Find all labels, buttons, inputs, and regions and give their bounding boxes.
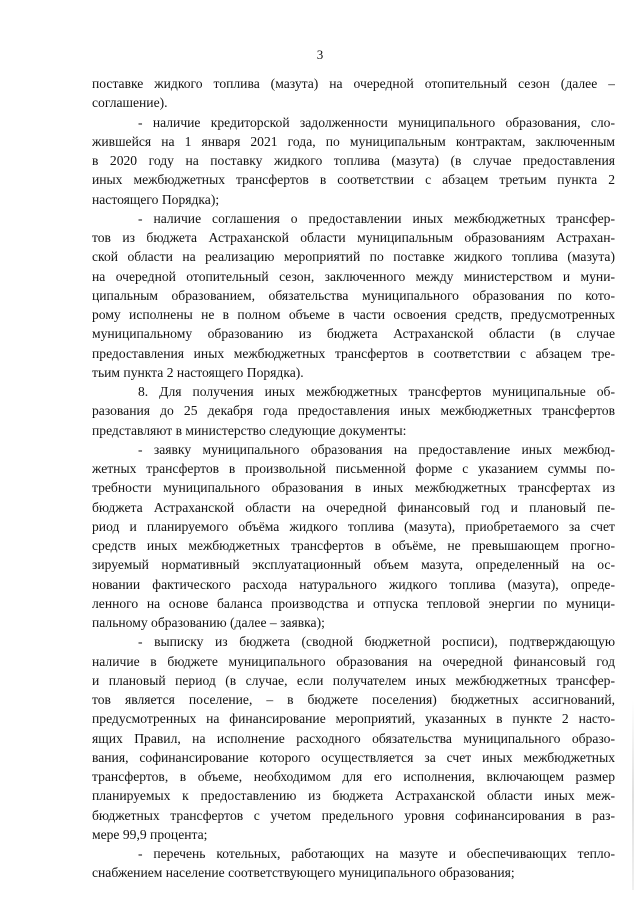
text-line: снабжением население соответствующего муниципального образования;: [92, 865, 515, 881]
text-line: мере 99,9 процента;: [92, 826, 208, 842]
text-line: тов из бюджета Астраханской области муниципальным образованиям Астрахан-: [92, 230, 615, 245]
text-line: тьим пункта 2 настоящего Порядка).: [92, 364, 304, 380]
text-line: новании фактического расхода натурального жидкого топлива (мазута), опреде-: [92, 576, 615, 592]
text-line: планируемых к предоставлению из бюджета Астраханской области иных меж-: [92, 788, 615, 804]
text-line: - наличие кредиторской задолженности муниципального образования, сло-: [138, 114, 615, 130]
text-line: - перечень котельных, работающих на мазуте и обеспечивающих тепло-: [138, 846, 615, 861]
text-line: жетных трансфертов в произвольной письменной форме с указанием суммы по-: [92, 461, 615, 476]
text-line: предоставления иных межбюджетных трансфертов в соответствии с абзацем тре-: [92, 345, 615, 361]
text-line: иных межбюджетных трансфертов в соответствии с абзацем третьим пункта 2: [92, 172, 615, 188]
text-line: жившейся на 1 января 2021 года, по муниципальным контрактам, заключенным: [92, 133, 615, 149]
text-line: риод и планируемого объёма жидкого топлива (мазута), приобретаемого за счет: [92, 518, 615, 534]
scan-edge-shadow: [632, 700, 634, 890]
text-line: муниципальному образованию из бюджета Астраханской области (в случае: [92, 326, 615, 342]
text-line: вания, софинансирование которого осуществляется за счет иных межбюджетных: [92, 749, 615, 765]
body-text: [92, 74, 615, 883]
text-line: бюджета Астраханской области на очередной финансовый год и плановый пе-: [92, 499, 615, 515]
text-line: трансфертов, в объеме, необходимом для его исполнения, включающем размер: [92, 769, 615, 784]
text-line: 8. Для получения иных межбюджетных трансфертов муниципальные об-: [138, 384, 615, 399]
text-line: тов является поселение, – в бюджете поселения) бюджетных ассигнований,: [92, 692, 615, 707]
text-line: разования до 25 декабря года предоставления иных межбюджетных трансфертов: [92, 403, 615, 419]
page-number: 3: [316, 47, 324, 62]
text-line: ципальным образованием, обязательства муниципального образования по кото-: [92, 287, 615, 303]
text-line: требности муниципального образования в иных межбюджетных трансфертах из: [92, 480, 615, 496]
text-line: - наличие соглашения о предоставлении иных межбюджетных трансфер-: [138, 210, 615, 226]
text-line: рому исполнены не в полном объеме в части освоения средств, предусмотренных: [92, 307, 615, 322]
text-line: наличие в бюджете муниципального образования на очередной финансовый год: [92, 653, 615, 669]
text-line: настоящего Порядка);: [92, 191, 220, 207]
text-line: поставке жидкого топлива (мазута) на очередной отопительный сезон (далее –: [92, 76, 615, 91]
text-line: ской области на реализацию мероприятий по поставке жидкого топлива (мазута): [92, 249, 615, 265]
text-line: ленного на основе баланса производства и отпуска тепловой энергии по муници-: [92, 595, 615, 611]
text-line: пальному образованию (далее – заявка);: [92, 615, 325, 630]
text-line: - заявку муниципального образования на предоставление иных межбюд-: [138, 441, 615, 457]
text-line: на очередной отопительный сезон, заключенного между министерством и муни-: [92, 268, 615, 284]
text-line: зируемый нормативный эксплуатационный объем мазута, определенный на ос-: [92, 557, 615, 573]
text-line: средств иных межбюджетных трансфертов в объёме, не превышающем прогно-: [92, 538, 615, 553]
text-line: - выписку из бюджета (сводной бюджетной росписи), подтверждающую: [138, 634, 615, 650]
text-line: бюджетных трансфертов с учетом предельного уровня софинансирования в раз-: [92, 807, 615, 823]
text-line: и плановый период (в случае, если получателем иных межбюджетных трансфер-: [92, 672, 615, 688]
text-line: предусмотренных на финансирование мероприятий, указанных в пункте 2 насто-: [92, 711, 615, 727]
text-line: ящих Правил, на исполнение расходного обязательства муниципального образо-: [92, 730, 615, 746]
text-line: представляют в министерство следующие документы:: [92, 422, 407, 438]
text-line: в 2020 году на поставку жидкого топлива (мазута) (в случае предоставления: [92, 153, 615, 168]
text-line: соглашение).: [92, 95, 168, 111]
